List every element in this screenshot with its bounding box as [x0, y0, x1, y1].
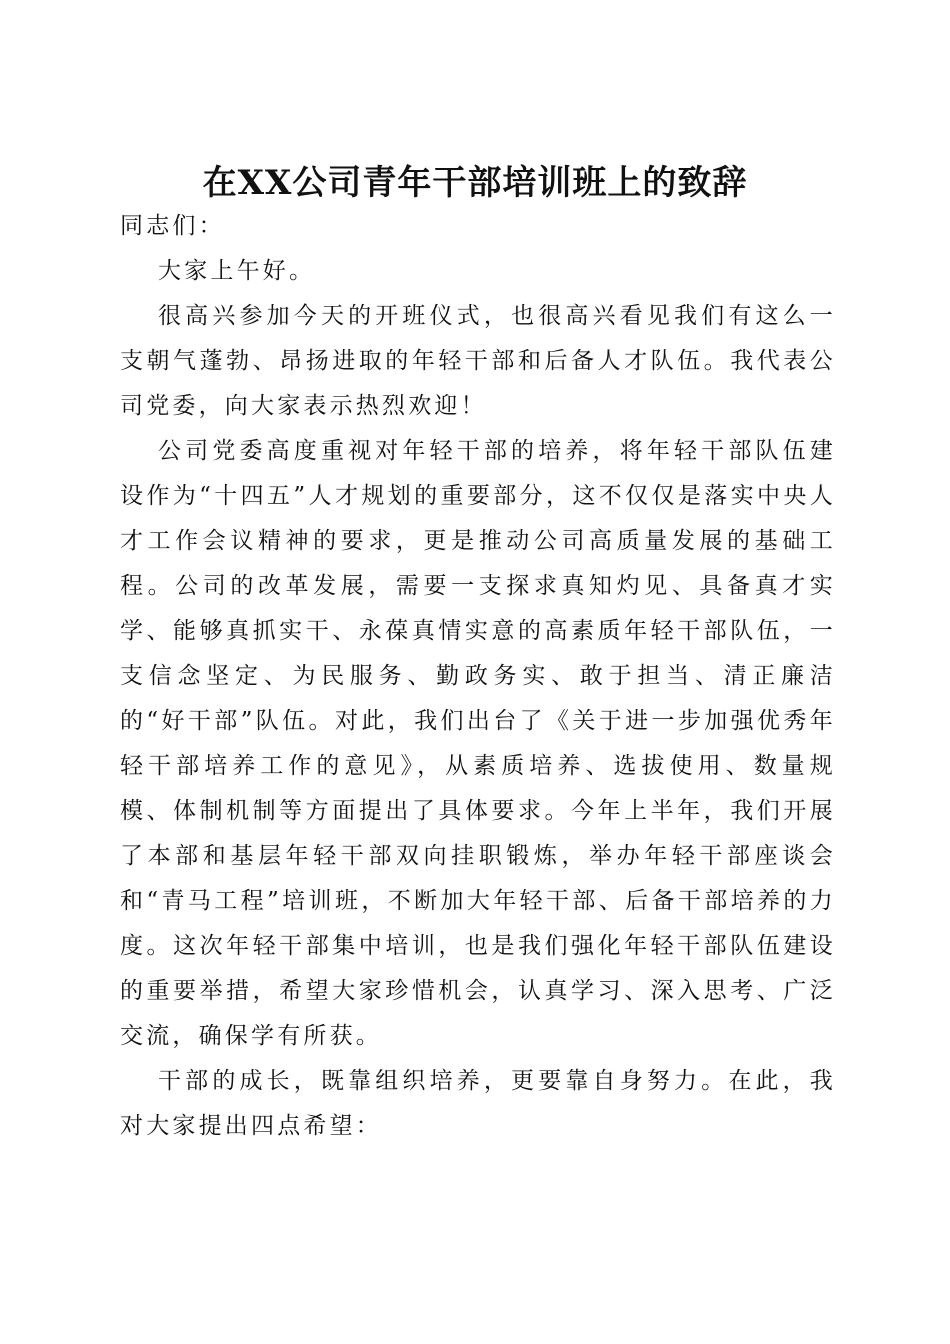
- salutation: 同志们：: [120, 213, 225, 239]
- paragraph-welcome: 很高兴参加今天的开班仪式，也很高兴看见我们有这么一支朝气蓬勃、昂扬进取的年轻干部和后备人才队伍。我代表公司党委，向大家表示热烈欢迎！: [120, 303, 836, 419]
- paragraph-expectations: 干部的成长，既靠组织培养，更要靠自身努力。在此，我对大家提出四点希望：: [120, 1068, 836, 1139]
- document-title: 在XX公司青年干部培训班上的致辞: [202, 162, 748, 203]
- paragraph-cultivation: 公司党委高度重视对年轻干部的培养，将年轻干部队伍建设作为“十四五”人才规划的重要部分，这不仅仅是落实中央人才工作会议精神的要求，更是推动公司高质量发展的基础工程。公司的改革发展，需要一支探求真知灼见、具备真才实学、能够真抓实干、永葆真情实意的高素质年轻干部队伍，一支信念坚定、为民服务、勤政务实、敢于担当、清正廉洁的“好干部”队伍。对此，我们出台了《关于进一步加强优秀年轻干部培养工作的意见》，从素质培养、选拔使用、数量规模、体制机制等方面提出了具体要求。今年上半年，我们开展了本部和基层年轻干部双向挂职锻炼，举办年轻干部座谈会和“青马工程”培训班，不断加大年轻干部、后备干部培养的力度。这次年轻干部集中培训，也是我们强化年轻干部队伍建设的重要举措，希望大家珍惜机会，认真学习、深入思考、广泛交流，确保学有所获。: [120, 438, 836, 1049]
- document-body: [120, 204, 836, 1149]
- paragraph-greeting: 大家上午好。: [158, 258, 316, 284]
